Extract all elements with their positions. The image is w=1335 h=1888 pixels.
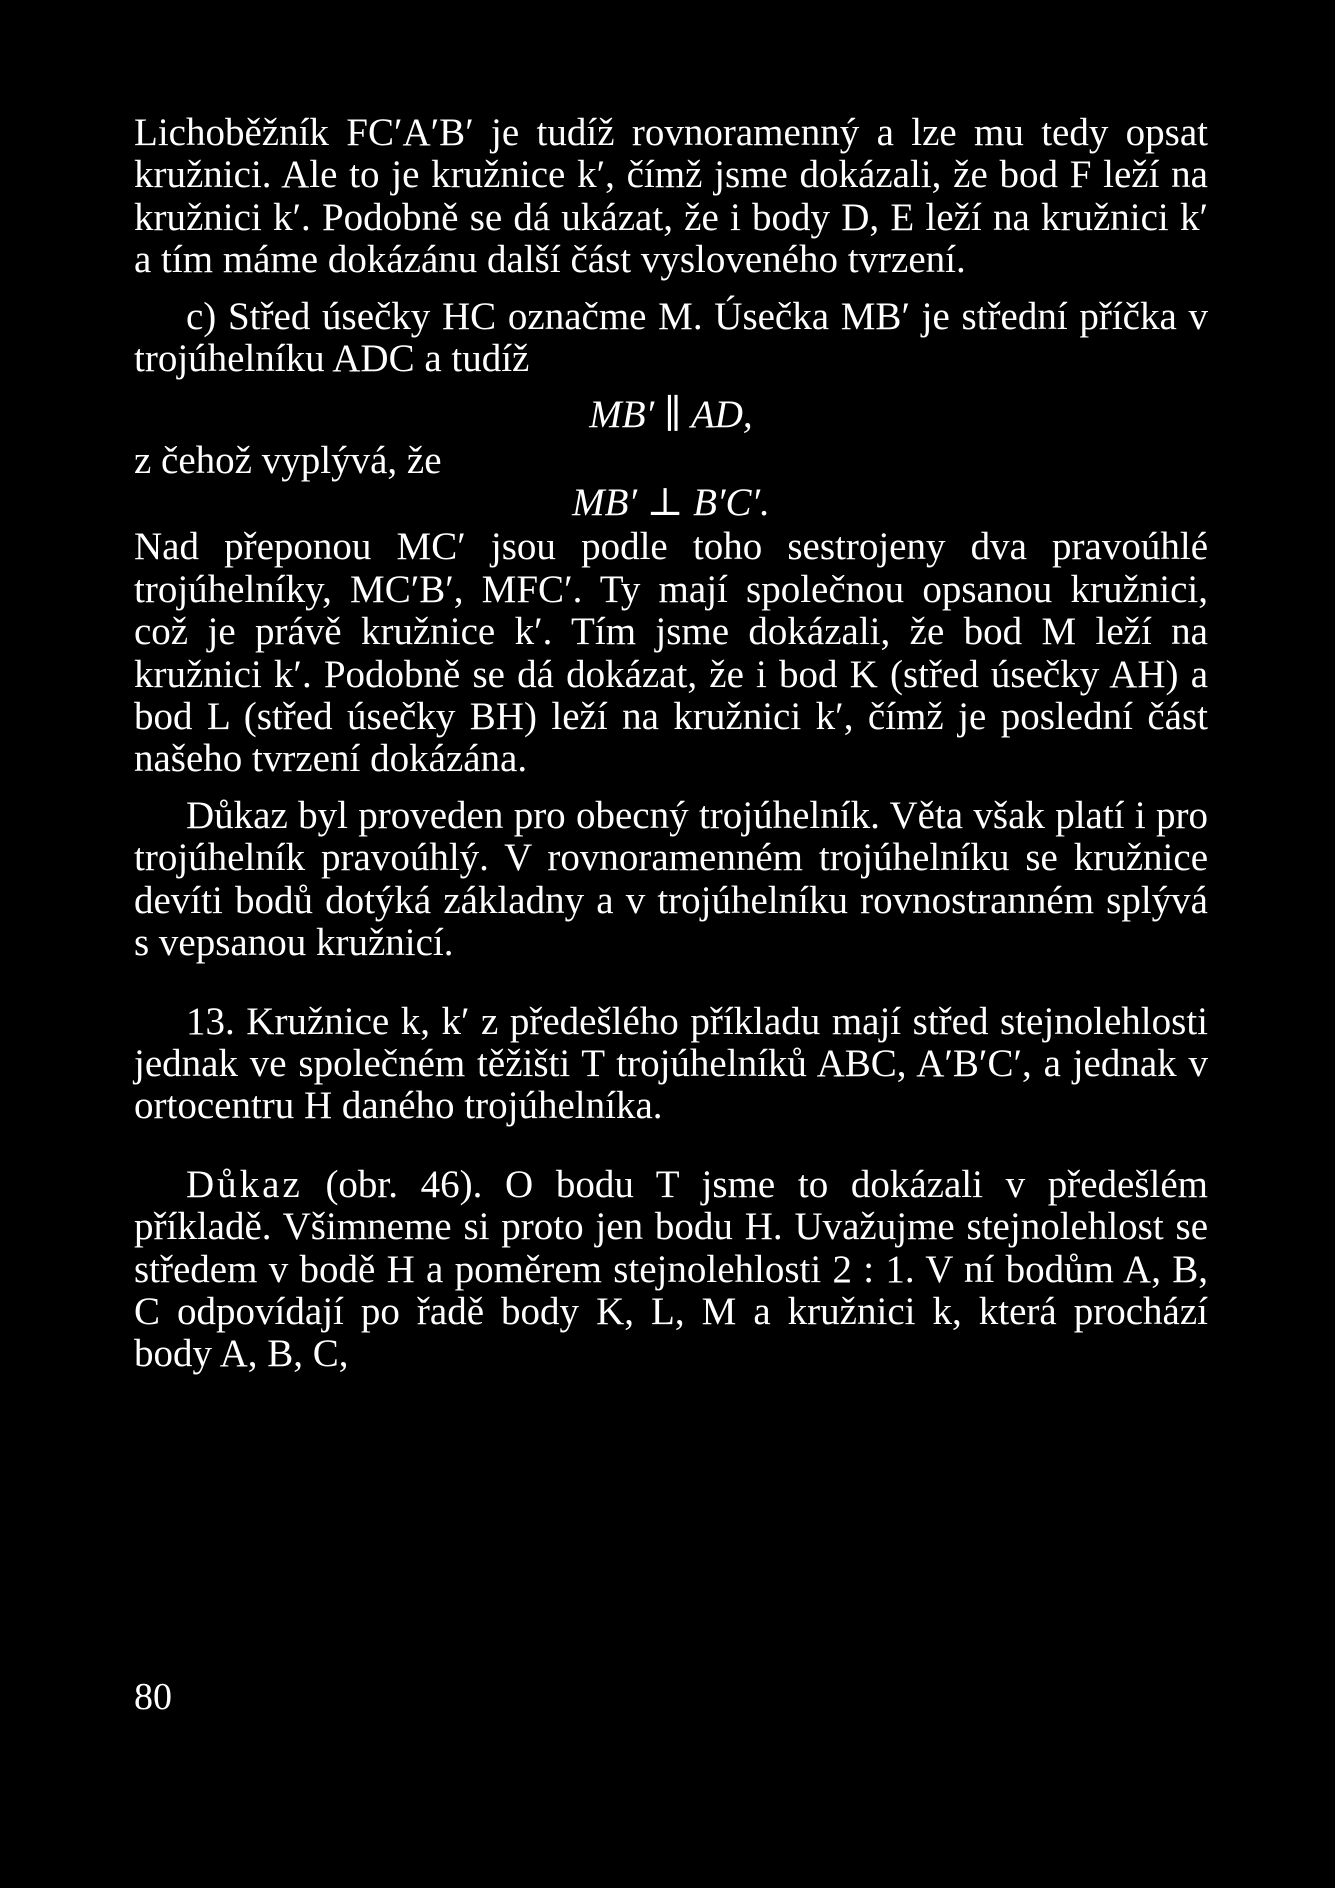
paragraph-trapezoid: Lichoběžník FC′A′B′ je tudíž rovnoramenný a lze mu tedy opsat kružnici. Ale to je kružnice k′, čímž jsme dokázali, že bod F leží na kružnici k′. Podobně se dá ukázat, že i body D, E leží na kružnici k′ a tím máme dokázánu další část vysloveného tvrzení. — [134, 111, 1208, 282]
proof-label: Důkaz — [186, 1162, 303, 1206]
paragraph-general-proof: Důkaz byl proveden pro obecný trojúhelník. Věta však platí i pro trojúhelník pravoúhlý. V rovnoramenném trojúhelníku se kružnice devíti bodů dotýká základny a v trojúhelníku rovnostranném splývá s vepsanou kružnicí. — [134, 793, 1208, 965]
formula-parallel: MB′ ∥ AD, — [589, 393, 753, 437]
paragraph-proof-13 — [134, 1164, 1208, 1376]
lead-text: z čehož vyplývá, že — [134, 439, 442, 483]
page-number: 80 — [134, 1676, 172, 1718]
paragraph-hypotenuse: Nad přeponou MC′ jsou podle toho sestrojeny dva pravoúhlé trojúhelníky, MC′B′, MFC′. Ty mají společnou opsanou kružnici, což je právě kružnice k′. Tím jsme dokázali, že bod M leží na kružnici k′. Podobně se dá dokázat, že i bod K (střed úsečky AH) a bod L (střed úsečky BH) leží na kružnici k′, čímž je poslední část našeho tvrzení dokázána. — [134, 525, 1208, 781]
proof-text: (obr. 46). O bodu T jsme to dokázali v předešlém příkladě. Všimneme si proto jen bodu H. Uvažujme stejnolehlost se středem v bodě H a poměrem stejnolehlosti 2 : 1. V ní bodům A, B, C odpovídají po řadě body K, L, M a kružnici k, která prochází body A, B, C, — [134, 1162, 1208, 1376]
paragraph-theorem-13: 13. Kružnice k, k′ z předešlého příkladu mají střed stejnolehlosti jednak ve společném těžišti T trojúhelníků ABC, A′B′C′, a jednak v ortocentru H daného trojúhelníka. — [134, 999, 1208, 1128]
formula-perpendicular: MB′ ⊥ B′C′. — [572, 481, 770, 525]
formula-row — [134, 439, 1208, 525]
page-text — [134, 112, 1208, 1376]
paragraph-part-c: c) Střed úsečky HC označme M. Úsečka MB′ je střední příčka v trojúhelníku ADC a tudíž — [134, 294, 1208, 381]
